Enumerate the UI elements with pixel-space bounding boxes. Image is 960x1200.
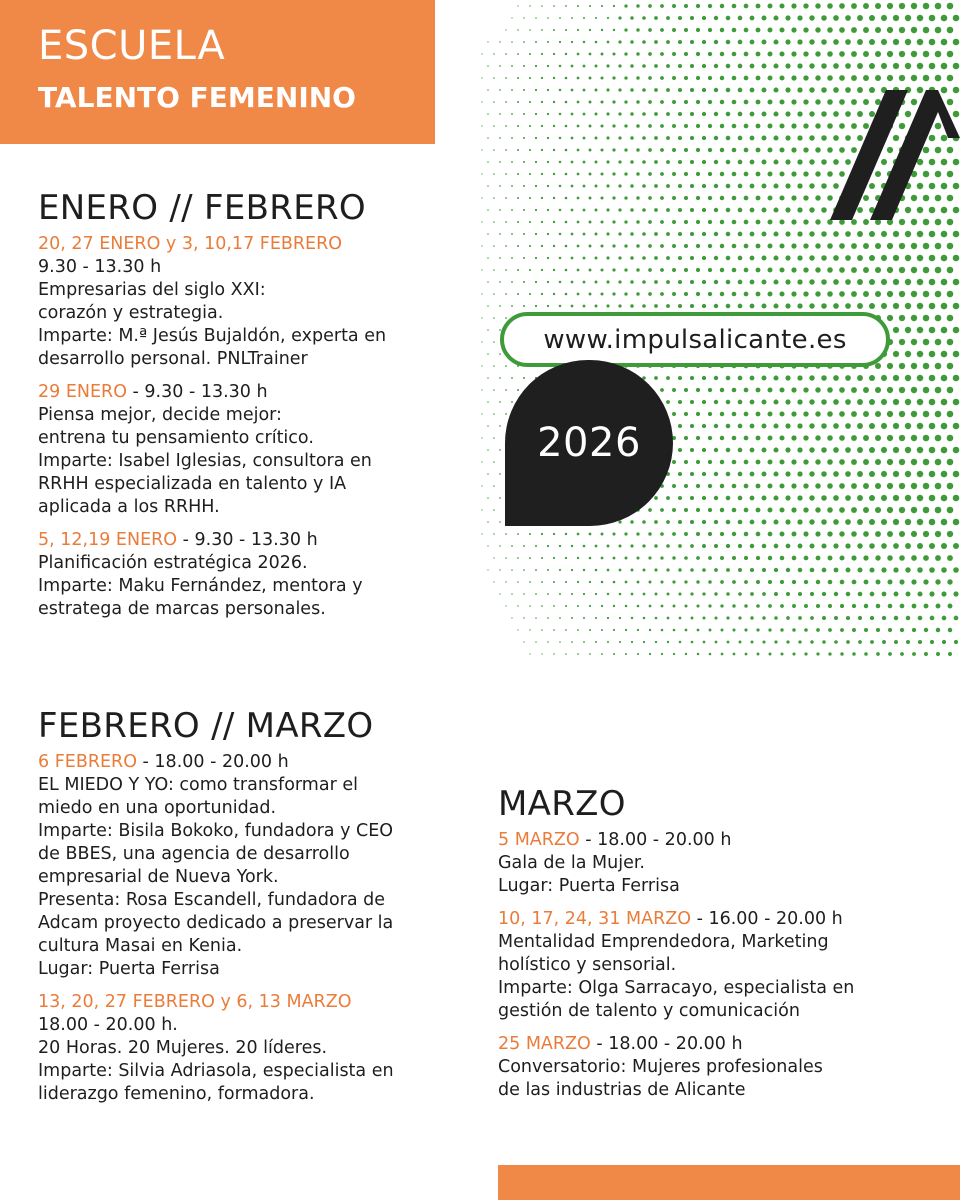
event-line: Lugar: Puerta Ferrisa xyxy=(38,959,220,980)
event-line: desarrollo personal. PNLTrainer xyxy=(38,349,308,370)
event-line: entrena tu pensamiento crítico. xyxy=(38,428,314,449)
event-line: Empresarias del siglo XXI: xyxy=(38,280,266,301)
event-line: Adcam proyecto dedicado a preservar la xyxy=(38,913,394,934)
event-line: Conversatorio: Mujeres profesionales xyxy=(498,1057,823,1078)
impulsalicante-logo-icon xyxy=(830,90,960,230)
header-title-talento-femenino: TALENTO FEMENINO xyxy=(38,81,356,114)
event-item xyxy=(498,908,938,1023)
event-line: Mentalidad Emprendedora, Marketing xyxy=(498,932,829,953)
event-line: cultura Masai en Kenia. xyxy=(38,936,243,957)
event-line: Gala de la Mujer. xyxy=(498,853,645,874)
section-title: FEBRERO // MARZO xyxy=(38,706,374,746)
event-date: 29 ENERO xyxy=(38,382,127,403)
event-line: estratega de marcas personales. xyxy=(38,599,326,620)
event-time: - 16.00 - 20.00 h xyxy=(691,909,843,930)
event-date: 10, 17, 24, 31 MARZO xyxy=(498,909,692,930)
section-title: MARZO xyxy=(498,784,626,824)
event-line: RRHH especializada en talento y IA xyxy=(38,474,347,495)
event-time: - 9.30 - 13.30 h xyxy=(126,382,268,403)
event-line: de las industrias de Alicante xyxy=(498,1080,746,1101)
event-line: 18.00 - 20.00 h. xyxy=(38,1015,178,1036)
event-time: - 18.00 - 20.00 h xyxy=(590,1034,743,1055)
event-line: holístico y sensorial. xyxy=(498,955,677,976)
event-item xyxy=(498,1033,938,1102)
event-line: empresarial de Nueva York. xyxy=(38,867,279,888)
event-item xyxy=(38,233,468,371)
event-time: - 18.00 - 20.00 h xyxy=(136,752,289,773)
header-band xyxy=(0,0,435,144)
event-line: Imparte: Bisila Bokoko, fundadora y CEO xyxy=(38,821,394,842)
event-line: Imparte: Maku Fernández, mentora y xyxy=(38,576,363,597)
event-line: de BBES, una agencia de desarrollo xyxy=(38,844,350,865)
bottom-accent-bar xyxy=(498,1165,960,1200)
event-date: 13, 20, 27 FEBRERO y 6, 13 MARZO xyxy=(38,992,352,1013)
event-line: Presenta: Rosa Escandell, fundadora de xyxy=(38,890,386,911)
event-line: liderazgo femenino, formadora. xyxy=(38,1084,315,1105)
event-line: aplicada a los RRHH. xyxy=(38,497,220,518)
event-line: EL MIEDO Y YO: como transformar el xyxy=(38,775,358,796)
event-date: 20, 27 ENERO y 3, 10,17 FEBRERO xyxy=(38,234,343,255)
event-line: 9.30 - 13.30 h xyxy=(38,257,162,278)
section-marzo xyxy=(498,786,938,1102)
event-line: 20 Horas. 20 Mujeres. 20 líderes. xyxy=(38,1038,328,1059)
event-line: Piensa mejor, decide mejor: xyxy=(38,405,282,426)
event-line: corazón y estrategia. xyxy=(38,303,224,324)
event-line: Imparte: Olga Sarracayo, especialista en xyxy=(498,978,855,999)
event-date: 25 MARZO xyxy=(498,1034,591,1055)
event-item xyxy=(38,529,468,621)
year-badge: 2026 xyxy=(505,360,673,526)
event-line: Imparte: Isabel Iglesias, consultora en xyxy=(38,451,372,472)
event-time: - 18.00 - 20.00 h xyxy=(579,830,732,851)
section-febrero-marzo xyxy=(38,708,478,1106)
event-line: Imparte: M.ª Jesús Bujaldón, experta en xyxy=(38,326,387,347)
event-date: 6 FEBRERO xyxy=(38,752,137,773)
event-line: Lugar: Puerta Ferrisa xyxy=(498,876,680,897)
section-enero-febrero xyxy=(38,190,468,621)
event-date: 5, 12,19 ENERO xyxy=(38,530,178,551)
event-line: Imparte: Silvia Adriasola, especialista en xyxy=(38,1061,394,1082)
event-item xyxy=(38,381,468,519)
event-line: gestión de talento y comunicación xyxy=(498,1001,800,1022)
event-line: miedo en una oportunidad. xyxy=(38,798,277,819)
section-title: ENERO // FEBRERO xyxy=(38,188,366,228)
website-url[interactable]: www.impulsalicante.es xyxy=(500,312,890,367)
event-line: Planificación estratégica 2026. xyxy=(38,553,308,574)
header-title-escuela: ESCUELA xyxy=(38,23,226,69)
event-item xyxy=(498,829,938,898)
event-item xyxy=(38,751,478,981)
event-item xyxy=(38,991,478,1106)
event-date: 5 MARZO xyxy=(498,830,580,851)
event-time: - 9.30 - 13.30 h xyxy=(177,530,318,551)
